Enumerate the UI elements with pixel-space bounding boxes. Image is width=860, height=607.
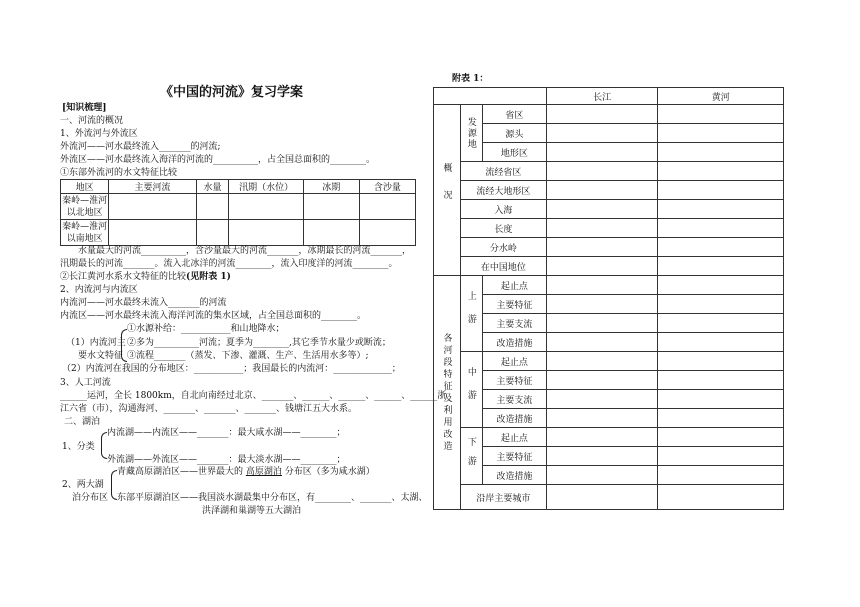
heading-canal: 3、人工河流 [60,378,111,388]
appendix-table [433,87,784,510]
row-label: 源头 [482,124,546,143]
heading-outflow: 1、外流河与外流区 [60,129,138,139]
th-flood: 汛期（水位） [229,180,303,194]
th-sediment: 含沙量 [359,180,415,194]
text-inland-lake: 内流湖——内流区——_______：最大咸水湖——________； [107,428,346,438]
row-label: 主要特征 [482,447,546,466]
col-changjiang: 长江 [546,88,658,105]
row-label: 流经大地形区 [460,181,546,200]
text-inland-area: 内流区——河水最终未流入海洋河流的集水区域，占全国总面积的________。 [60,311,367,321]
row-label: 起止点 [482,276,546,295]
row-label: 主要支流 [482,390,546,409]
text-canal-2: 江六省（市），沟通海河、_______、_______、_______、钱塘江五大水系。 [60,404,358,414]
row-label: 在中国地位 [460,257,546,276]
heading-river-overview: 一、河流的概况 [60,116,124,126]
th-volume: 水量 [196,180,229,194]
label-lake-class: 1、分类 [62,442,95,452]
row-label: 改造措施 [482,466,546,485]
text-ocean-rivers: 汛期最长的河流_______。流入北冰洋的河流________，流入印度洋的河流________。 [60,259,398,269]
th-ice: 冰期 [303,180,359,194]
label-lower: 下游 [465,437,476,475]
label-overview: 概况 [441,163,452,217]
text-five-lakes: 洪泽湖和巢湖等五大湖泊 [202,506,302,516]
text-plain-lakes: 东部平原湖泊区——我国淡水湖最集中分布区，有________、_______、太湖、 [117,493,428,503]
row-label: 分水岭 [460,238,546,257]
page-title: 《中国的河流》复习学案 [160,85,304,100]
table-cell-region: 秦岭—淮河以南地区 [62,221,108,244]
label-lake-dist: 2、两大湖 [62,480,104,490]
text-water-source: ①水源补给：___________和山地降水； [127,324,285,334]
th-river: 主要河流 [109,180,197,194]
heading-lakes: 二、湖泊 [64,417,101,427]
text-plateau-lakes: 青藏高原湖泊区——世界最大的 高原湖泊 分布区（多为咸水湖） [117,467,375,477]
text-canal-1: ______运河，全长 1800km，自北向南经过北京、_______、______、______、______、______浙 [60,391,447,401]
row-label: 省区 [482,105,546,124]
label-lake-dist-2: 泊分布区 [72,493,109,503]
row-label: 主要特征 [482,295,546,314]
text-east-compare: ①东部外流河的水文特征比较 [60,168,178,178]
row-label: 主要特征 [482,371,546,390]
text-max-rivers: 水量最大的河流__________，含沙量最大的河流_______，冰期最长的河流_______， [78,246,412,256]
appendix-caption: 附表 1： [452,74,489,84]
label-inland-feature-2: 要水文特征 [78,351,124,361]
row-label: 起止点 [482,352,546,371]
text-outflow-river: 外流河——河水最终流入_______的河流; [60,142,221,152]
row-label: 入海 [460,200,546,219]
text-outflow-lake: 外流湖——外流区——_______：最大淡水湖——________； [107,455,346,465]
heading-inland: 2、内流河与内流区 [60,285,138,295]
label-source: 发源地 [465,116,476,150]
row-label: 改造措施 [482,409,546,428]
col-huanghe: 黄河 [658,88,784,105]
text-inland-distribution: （2）内流河在我国的分布地区：___________；我国最长的内流河：_____________； [62,364,401,374]
label-segments: 各河段特征及利用改造 [441,332,452,453]
row-label: 主要支流 [482,314,546,333]
text-seasonal: ②多为__________河流；夏季为________,其它季节水量少或断流； [127,338,391,348]
label-upper: 上游 [465,290,476,337]
row-label: 流经省区 [460,162,546,181]
row-label: 地形区 [482,143,546,162]
label-middle: 中游 [465,366,476,413]
text-compare-cj-hh: ②长江黄河水系水文特征的比较(见附表 1) [60,272,231,282]
row-label: 沿岸主要城市 [460,485,546,510]
row-label: 长度 [460,219,546,238]
label-inland-feature: （1）内流河主 [66,338,126,348]
th-region: 地区 [61,180,109,194]
text-inland-river: 内流河——河水最终未流入_______的河流 [60,298,227,308]
text-outflow-area: 外流区——河水最终流入海洋的河流的__________，占全国总面积的________。 [60,155,376,165]
hydrology-table [60,179,416,246]
table-cell-region: 秦岭—淮河以北地区 [62,195,108,218]
text-flow: ③流程_______（蒸发、下渗、灌溉、生产、生活用水多等）; [127,351,369,361]
section-tag: [知识梳理] [62,103,107,113]
row-label: 起止点 [482,428,546,447]
row-label: 改造措施 [482,333,546,352]
